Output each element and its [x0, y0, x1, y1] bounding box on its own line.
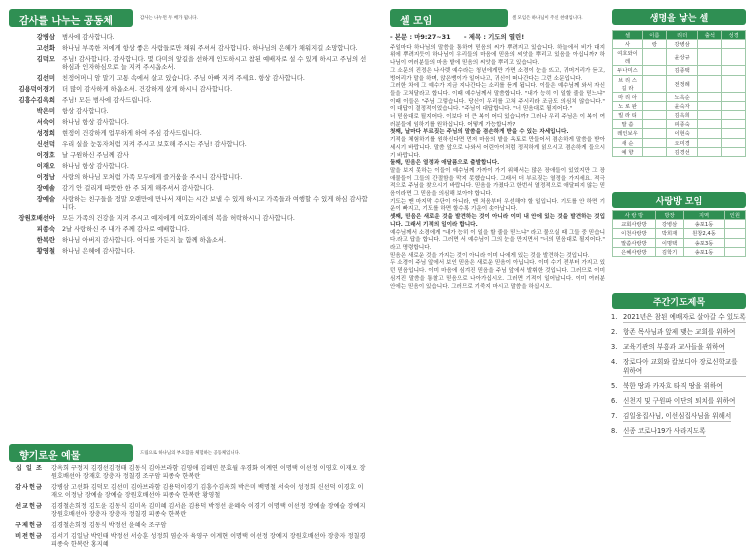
thanks-name: 고선화 — [36, 45, 55, 52]
men-cell: 교회사랑방 — [613, 220, 656, 229]
cell-sub — [643, 129, 667, 138]
men-col-header: 지역 — [684, 211, 724, 220]
sermon-paragraph: 셋째, 믿음은 새로운 것을 발견하는 것이 아니라 이미 내 안에 있는 것을 발견하는 것입니다. 그래서 기적의 일이라 합니다. — [390, 214, 605, 228]
thanks-name: 박은미 — [36, 108, 55, 115]
cell-attendance — [698, 75, 722, 92]
men-cell: 원창2,4동 — [684, 229, 724, 238]
sermon-paragraph: 첫째, 날마다 부르짖는 주님의 말씀을 겸손하게 받을 수 있는 자세입니다. — [390, 129, 569, 136]
cell-bible — [722, 138, 746, 147]
thanks-row — [9, 185, 369, 193]
men-cell: 말씀사랑방 — [613, 238, 656, 247]
cell-name: 말 씀 — [613, 120, 643, 129]
thanks-name: 장예슬 — [36, 196, 55, 203]
sermon-paragraph: 기도는 맨 마지막 수단이 아니라, 맨 처음부터 우선해야 할 일입니다. 기도를 안 하면 기운이 빠지고, 기도를 하면 할수록 기운이 솟아납니다. — [390, 198, 605, 213]
cells-col-header: 리더 — [666, 31, 698, 40]
prayer-item — [611, 343, 746, 353]
cells-row — [613, 92, 746, 101]
thanks-row — [9, 226, 369, 234]
cell-bible — [722, 129, 746, 138]
thanks-name: 한복란 — [36, 237, 55, 244]
sermon-paragraphs — [390, 45, 605, 292]
thanks-name: 김덕모 — [36, 56, 55, 63]
offering-row — [9, 465, 369, 481]
cell-attendance — [698, 110, 722, 119]
thanks-name: 이경호 — [36, 152, 55, 159]
sermon-paragraph: 믿음은 새로운 것을 가지는 것이 아니라 이미 나에게 있는 것을 발견하는 것입니다. — [390, 252, 590, 259]
prayer-text: 북한 땅과 카자흐 타직 땅을 위하여 — [623, 382, 723, 390]
offering-label: 구제헌금 — [15, 522, 43, 529]
cell-leader: 피종숙 — [666, 120, 698, 129]
prayer-item — [611, 313, 746, 323]
cells-header-row — [613, 31, 746, 40]
prayer-text: 김일웅집사님, 이선심집사님을 위해서 — [623, 412, 732, 420]
thanks-note: 감사는 나누면 두 배가 됩니다. — [140, 16, 198, 21]
thanks-text: 현정이 건강하게 업무하게 하여 주심 감사드립니다. — [62, 130, 202, 137]
cell-name: 사 — [613, 40, 643, 49]
cell-leader: 윤상규 — [666, 49, 698, 66]
thanks-text: 사랑하는 친구들을 정말 오랜만에 만나서 재미는 시간 보낼 수 있게 하시고 가족들과 여행할 수 있게 하심 감사합니다. — [62, 196, 368, 211]
cell-name: 새 순 — [613, 138, 643, 147]
cell-leader: 김옥희 — [666, 110, 698, 119]
thanks-text: 더 많이 감사하게 하옵소서. 건강하게 살게 하시니 감사합니다. — [62, 86, 233, 93]
cells-header — [612, 9, 746, 25]
cell-attendance — [698, 92, 722, 101]
men-cell: 은혜사랑방 — [613, 247, 656, 256]
offering-row — [9, 484, 369, 500]
cell-attendance — [698, 120, 722, 129]
cells-col-header: 이름 — [643, 31, 667, 40]
thanks-row — [9, 108, 369, 116]
men-row — [613, 238, 746, 247]
cell-sub — [643, 101, 667, 110]
thanks-row — [9, 152, 369, 160]
cell-bible — [722, 66, 746, 75]
offering-names: 강옥희 구정지 김경선김정태 김동식 김아브라함 김영애 김혜민 문효월 우경화 이계연 이명택 이선정 이영호 이재오 장원호배선아 장재호 장충자 정칠경 조구암 피종숙 한복란 — [51, 465, 366, 480]
cell-name: 빌 라 티 — [613, 110, 643, 119]
prayer-number: 1. — [611, 313, 618, 321]
cell-name: 노 로 완 — [613, 101, 643, 110]
cell-name: 여호와이레 — [613, 49, 643, 66]
thanks-name: 장예솔 — [36, 185, 55, 192]
cell-leader: 노옥순 — [666, 92, 698, 101]
offering-row — [9, 533, 369, 549]
thanks-text: 사랑의 하나님 모처럼 가족 모두에게 즐거움을 주시니 감사합니다. — [62, 174, 243, 181]
cell-leader: 강병삼 — [666, 40, 698, 49]
cell-attendance — [698, 129, 722, 138]
men-cell: 송포1동 — [684, 220, 724, 229]
prayer-item — [611, 427, 746, 437]
cell-leader: 김경선 — [666, 147, 698, 156]
thanks-name: 장원호배선아 — [18, 215, 55, 222]
thanks-name: 신선덕 — [36, 141, 55, 148]
sermon-header — [390, 9, 508, 27]
sermon-title: 셀 모임 — [400, 16, 433, 27]
sermon-body — [390, 34, 605, 291]
men-cell: 강병삼 — [655, 220, 684, 229]
cells-row — [613, 110, 746, 119]
prayer-number: 7. — [611, 412, 618, 420]
cells-row — [613, 120, 746, 129]
prayer-text: 2021년은 참된 예배자로 살아갈 수 있도록 — [623, 313, 746, 321]
men-cell: 김학기 — [655, 247, 684, 256]
thanks-name: 성정희 — [36, 130, 55, 137]
thanks-name: 서숙이 — [36, 119, 55, 126]
thanks-row — [9, 119, 369, 127]
thanks-name: 김선미 — [36, 75, 55, 82]
thanks-row — [9, 34, 369, 42]
cell-bible — [722, 110, 746, 119]
men-cell: 이명택 — [655, 238, 684, 247]
thanks-text: 모든 가족의 건강을 지켜 주시고 예지에게 여호와이레의 복을 허락하시니 감사합니다. — [62, 215, 295, 222]
cell-bible — [722, 75, 746, 92]
cell-attendance — [698, 138, 722, 147]
thanks-header — [9, 9, 133, 27]
sermon-subject: - 제목 : 기도의 열린! — [463, 33, 525, 41]
sermon-paragraph: 둘째, 믿음은 열정과 애달픔으로 출발합니다. — [390, 160, 500, 167]
men-header-row — [613, 211, 746, 220]
cells-col-header: 성경 — [722, 31, 746, 40]
offering-row — [9, 522, 369, 530]
cell-attendance — [698, 49, 722, 66]
thanks-text: 날 구원하신 주님께 감사 — [62, 152, 129, 159]
cells-row — [613, 49, 746, 66]
offering-label: 비전헌금 — [15, 533, 43, 540]
prayer-item — [611, 397, 746, 407]
thanks-row — [9, 130, 369, 138]
prayer-text: 장로다아 교회와 칼보디아 장로신학교를 위하여 — [623, 358, 746, 377]
offering-note: 드림으로 하나님의 부요함을 체험하는 공동체입니다. — [140, 451, 241, 456]
offering-label: 감사헌금 — [15, 484, 43, 491]
cell-name: 레인보우 — [613, 129, 643, 138]
thanks-row — [9, 45, 369, 53]
thanks-row — [9, 56, 369, 72]
cell-attendance — [698, 101, 722, 110]
thanks-row — [9, 196, 369, 212]
thanks-text: 하나님 항상 감사합니다. — [62, 119, 129, 126]
prayer-number: 6. — [611, 397, 618, 405]
men-col-header: 인원 — [724, 211, 745, 220]
prayer-item — [611, 358, 746, 377]
men-row — [613, 229, 746, 238]
offering-title: 향기로운 예물 — [19, 451, 81, 462]
prayer-number: 8. — [611, 427, 618, 435]
men-cell — [724, 220, 745, 229]
prayer-number: 4. — [611, 358, 618, 366]
cell-name: 두나미스 — [613, 66, 643, 75]
cells-row — [613, 75, 746, 92]
cells-col-header: 셀 — [613, 31, 643, 40]
cells-table — [612, 30, 746, 157]
thanks-text: 주님! 모든 범사에 감사드립니다. — [62, 97, 152, 104]
thanks-text: 우리 실을 눈동자처럼 지켜 주시고 보호해 주시는 주님! 감사합니다. — [62, 141, 247, 148]
sermon-heading — [390, 34, 605, 42]
thanks-row — [9, 215, 369, 223]
prayer-list — [611, 313, 746, 442]
thanks-row — [9, 237, 369, 245]
offering-names: 김경철손희정 김도윤 김동식 김미옥 김미혜 김서윤 김용덕 박정선 윤혜숙 이경기 이명택 이선정 장예솔 장예슬 장예지 장원호배선아 장충자 장충자 정칠경 피종숙 한복란 — [51, 503, 366, 518]
men-col-header: 사 랑 방 — [613, 211, 656, 220]
thanks-name: 황영철 — [36, 248, 55, 255]
men-table — [612, 210, 746, 257]
cell-attendance — [698, 66, 722, 75]
cell-leader: 김종택 — [666, 66, 698, 75]
thanks-row — [9, 86, 369, 94]
thanks-text: 하나님 아버지 감사합니다. 어디를 가든지 늘 함께 하옵소서. — [62, 237, 227, 244]
sermon-scripture: - 본문 : 마9:27~31 — [390, 33, 451, 41]
thanks-list — [9, 34, 369, 259]
cell-bible — [722, 92, 746, 101]
cell-attendance — [698, 40, 722, 49]
cell-leader: 윤숙자 — [666, 101, 698, 110]
men-cell — [724, 238, 745, 247]
thanks-title: 감사를 나누는 공동체 — [19, 16, 113, 27]
men-cell: 이천사랑방 — [613, 229, 656, 238]
thanks-name: 이재오 — [36, 163, 55, 170]
cell-sub: 랑 — [643, 40, 667, 49]
cell-name: 마 리 아 — [613, 92, 643, 101]
cell-bible — [722, 147, 746, 156]
sermon-paragraph: 기적을 체험하기를 원하신다면 먼저 마음의 밭을 옥토로 만들어서 겸손하게 말씀을 받아 세시기 바랍니다. 말씀 앞으로 나와서 어린아이처럼 정직하게 읽으시고 겸손하게 들으시기 바랍니다. — [390, 137, 605, 159]
cells-row — [613, 138, 746, 147]
offering-label: 선교헌금 — [15, 503, 43, 510]
cells-row — [613, 40, 746, 49]
cells-col-header: 출석 — [698, 31, 722, 40]
prayer-header — [612, 293, 746, 309]
men-row — [613, 247, 746, 256]
prayer-text: 신종 코로나19가 사라지도록 — [623, 427, 706, 435]
sermon-paragraph: 말을 보지 못하는 이들이 예수님께 가까이 가기 위해서는 많은 장애들이 있었지만 그 장애물들이 그들의 간절함을 막지 못했습니다. 그래서 더 부르짖는 열정을 가지세요. 적극적으로 주님을 찾으시기 바랍니다. 믿음을 가졌다고 한번서 열정적으로 애달피지 않는 믿음이라면 그 믿음을 의심해 보아야 합니다. — [390, 167, 605, 198]
men-cell: 박희재 — [655, 229, 684, 238]
men-cell — [724, 247, 745, 256]
prayer-item — [611, 328, 746, 338]
sermon-paragraph: 주일마다 하나님의 말씀을 통하여 믿음의 씨가 뿌려지고 있습니다. 하늘에서 비가 대지 위에 뿌려지듯이 하나님이 우리들의 마음에 믿음의 씨앗을 뿌리고 있음을 아십니까? 하나님이 여러분들의 마음 밭에 믿음의 씨앗을 뿌리고 있습니다. — [390, 44, 605, 67]
sermon-paragraph: 그 소문의 진정은 나사렛 예수라는 청년에게만 가면 소경이 눈을 뜨고, 귀머거리가 듣고, 벙어리가 말을 하며, 앉은뱅이가 일어나고, 귀신이 떠나간다는 그런 소문입니다. — [390, 67, 605, 82]
thanks-text: 감기 안 걸리게 따뜻한 한 주 되게 해주셔서 감사합니다. — [62, 185, 214, 192]
cell-sub — [643, 110, 667, 119]
offering-label: 십 일 조 — [15, 465, 43, 472]
cell-attendance — [698, 147, 722, 156]
sermon-note: 셀 모임은 하나님이 주신 천대입니다. — [512, 16, 583, 21]
cell-bible — [722, 40, 746, 49]
cell-sub — [643, 66, 667, 75]
cell-name: 브 리 스 길 라 — [613, 75, 643, 92]
thanks-row — [9, 174, 369, 182]
prayer-item — [611, 382, 746, 392]
men-title: 사랑방 모임 — [655, 197, 703, 207]
cell-sub — [643, 92, 667, 101]
offering-header — [9, 444, 133, 462]
thanks-name: 강병삼 — [36, 34, 55, 41]
thanks-text: 범사에 감사합니다. — [62, 34, 115, 41]
sermon-paragraph: 예수님께서 소경에게 "내가 능히 이 일을 할 줄을 믿느냐" 라고 물으실 때 그들 중 믿습니다.라고 답을 합니다. 그러면 서 예수님이 그의 눈을 만지면서 "너의 믿음대로 될지어다." 라고 명령합니다. — [390, 229, 605, 251]
thanks-text: 하나님 항상 감사합니다. — [62, 163, 129, 170]
prayer-text: 교육기관의 부흥과 교사들을 위하여 — [623, 343, 725, 351]
cells-row — [613, 66, 746, 75]
thanks-row — [9, 75, 369, 83]
prayer-title: 주간기도제목 — [652, 298, 706, 308]
thanks-name: 김흥수김옥희 — [18, 97, 55, 104]
cells-row — [613, 101, 746, 110]
sermon-paragraph: 그러한 차에 그 예수가 지금 지나간다는 소리를 듣게 됩니다. 이들은 예수님께 와서 자신들을 고쳐달라고 합니다. 이때 예수님께서 말씀합니다. "내가 능히 이 일할 줄을 믿느냐" 이때 이들은 "주님 그렇습니다. 당신이 우리를 고쳐 주시리라 조금도 의심치 않습니다." 이 대답이 결정적이었습니다. "주님이 대답합니다. "너 믿음대로 될지어다." — [390, 83, 605, 113]
men-header — [612, 192, 746, 208]
cell-sub — [643, 138, 667, 147]
prayer-number: 5. — [611, 382, 618, 390]
men-row — [613, 220, 746, 229]
cells-title: 생명을 낳는 셀 — [649, 14, 709, 24]
sermon-paragraph: 두 소경이 주님 앞에서 보인 믿음은 새로운 믿음이 아닙니다. 이미 수기 전부터 가지고 있던 믿음입니다. 이미 마음에 심겨진 믿음을 주님 앞에서 발휘한 것입니다. 그러므로 이미 심겨진 말씀을 통찰고 믿음으로 나아가십시오. 그러면 기적이 일어납니다. 이미 여러분 안에는 믿음이 있습니다. 그러므로 기죽지 마시고 말씀을 하십시오. — [390, 260, 605, 290]
cell-leader: 오미경 — [666, 138, 698, 147]
thanks-row — [9, 163, 369, 171]
prayer-item — [611, 412, 746, 422]
cell-bible — [722, 120, 746, 129]
cell-name: 예 향 — [613, 147, 643, 156]
offering-names: 강병삼 고선화 김덕모 김선미 김아브라함 김용덕이경기 김흥수김옥희 박은미 백명철 서숙이 성정희 신선덕 이경호 이재오 이정남 장예솔 장예슬 장원호배선아 피종숙 한복란 황영철 — [51, 484, 364, 499]
prayer-number: 2. — [611, 328, 618, 336]
offering-list — [9, 465, 369, 552]
offering-row — [9, 503, 369, 519]
cells-row — [613, 129, 746, 138]
thanks-name: 이정남 — [36, 174, 55, 181]
thanks-text: 2날 사랑하신 주 내가 주께 감사로 예배합니다. — [62, 226, 190, 233]
offering-names: 김서기 김일남 박인태 박정선 서승훈 성정희 염순자 육영구 이계현 이명택 이선정 장예지 장원호배선아 장충자 정칠경 피종숙 한복란 홍지혜 — [51, 533, 366, 548]
cell-bible — [722, 49, 746, 66]
thanks-text: 하나님 부족한 저에게 항상 좋은 사람들로만 채워 주셔서 감사합니다. 하나님의 은혜가 채워지길 소망합니다. — [62, 45, 358, 52]
thanks-text: 친정어머니 암 말기 고통 속에서 살고 있습니다. 주님 아빠 지켜 주세요. 항상 감사합니다. — [62, 75, 305, 82]
cell-sub — [643, 120, 667, 129]
cell-leader: 이현숙 — [666, 129, 698, 138]
thanks-name: 김용덕이경기 — [18, 86, 55, 93]
thanks-text: 주님! 감사합니다. 감사합니다. 몇 다미의 앞길을 선하게 인도하시고 참된 예배자로 설 수 있게 하시고 주님의 선하심과 인자하심으로 늘 지켜 주시옵소서. — [62, 56, 367, 71]
thanks-row — [9, 248, 369, 256]
men-cell: 송포3동 — [684, 238, 724, 247]
cell-sub — [643, 147, 667, 156]
thanks-row — [9, 141, 369, 149]
prayer-text: 항존 목사님과 앞제 맺는 교회를 위하여 — [623, 328, 736, 336]
prayer-number: 3. — [611, 343, 618, 351]
men-col-header: 방장 — [655, 211, 684, 220]
cell-sub — [643, 49, 667, 66]
cell-bible — [722, 101, 746, 110]
thanks-text: 하나님 은혜에 감사합니다. — [62, 248, 135, 255]
prayer-text: 신천지 및 구원파 이단의 퇴치를 위하여 — [623, 397, 736, 405]
men-cell — [724, 229, 745, 238]
men-cell: 송포1동 — [684, 247, 724, 256]
sermon-paragraph: 너 믿음대로 될지어다. 이보다 더 큰 복이 어디 있습니까? 그러나 우리 주님은 이 복이 여러분들에 임하기를 원하십니다. 어떻게 가능합니까? — [390, 114, 605, 128]
thanks-text: 항상 감사합니다. — [62, 108, 109, 115]
cell-leader: 전정례 — [666, 75, 698, 92]
cell-sub — [643, 75, 667, 92]
thanks-name: 피종숙 — [36, 226, 55, 233]
offering-names: 김경철손희정 김동식 박정선 윤혜숙 조구암 — [51, 522, 167, 529]
thanks-row — [9, 97, 369, 105]
cells-row — [613, 147, 746, 156]
